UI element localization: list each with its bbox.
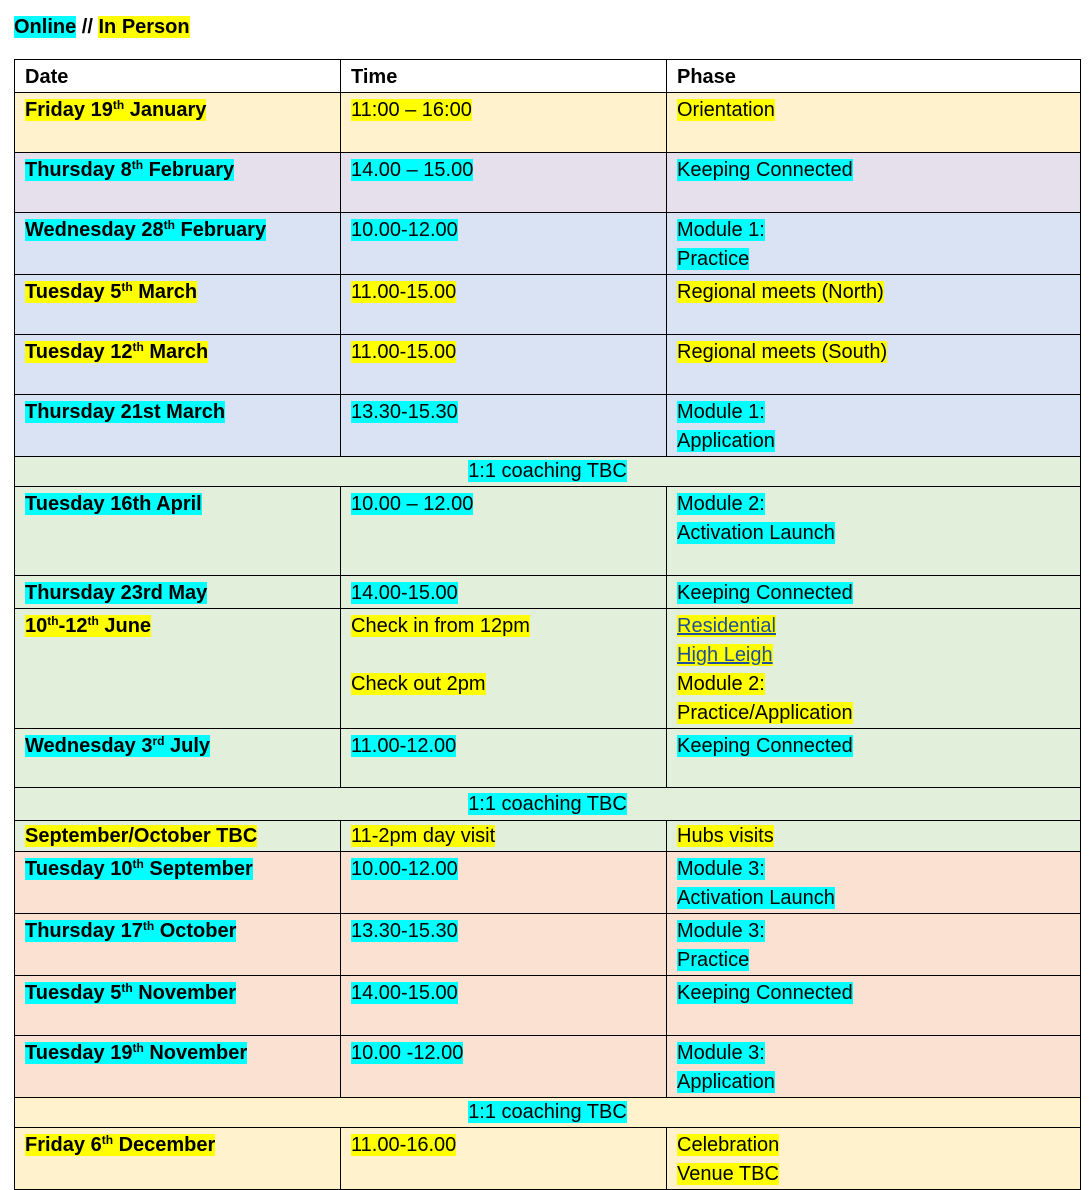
- residential-link[interactable]: Residential: [677, 615, 776, 637]
- table-row: [15, 852, 1081, 914]
- row-date: Tuesday 16th April: [15, 487, 341, 576]
- row-phase: Regional meets (North): [667, 275, 1081, 335]
- row-date: Wednesday 3rd July: [15, 729, 341, 788]
- row-phase: Keeping Connected: [667, 976, 1081, 1036]
- row-phase: Hubs visits: [667, 821, 1081, 852]
- legend-online: Online: [14, 16, 77, 38]
- table-row: [15, 1128, 1081, 1190]
- row-time: 10.00-12.00: [341, 852, 667, 914]
- coaching-row: [15, 1098, 1081, 1128]
- row-date: Wednesday 28th February: [15, 213, 341, 275]
- high-leigh-link[interactable]: High Leigh: [677, 644, 773, 666]
- table-row: [15, 609, 1081, 729]
- row-date: September/October TBC: [15, 821, 341, 852]
- row-time: 13.30-15.30: [341, 914, 667, 976]
- row-time: 11:00 – 16:00: [341, 93, 667, 153]
- header-time: Time: [341, 60, 667, 93]
- legend-separator: //: [81, 16, 93, 38]
- row-time: 11.00-12.00: [341, 729, 667, 788]
- table-row: [15, 976, 1081, 1036]
- row-date: Friday 19th January: [15, 93, 341, 153]
- row-phase: Keeping Connected: [667, 153, 1081, 213]
- row-time: 14.00-15.00: [341, 576, 667, 609]
- row-phase: Keeping Connected: [667, 729, 1081, 788]
- row-time: 11.00-15.00: [341, 275, 667, 335]
- row-phase: Orientation: [667, 93, 1081, 153]
- row-phase: Module 3: Practice: [667, 914, 1081, 976]
- row-date: Tuesday 5th November: [15, 976, 341, 1036]
- row-date: Friday 6th December: [15, 1128, 341, 1190]
- row-date: Thursday 21st March: [15, 395, 341, 457]
- row-date: 10th-12th June: [15, 609, 341, 729]
- table-row: [15, 275, 1081, 335]
- row-phase: Residential High Leigh Module 2: Practice/Application: [667, 609, 1081, 729]
- row-time: 10.00-12.00: [341, 213, 667, 275]
- row-phase: Module 2: Activation Launch: [667, 487, 1081, 576]
- table-row: [15, 821, 1081, 852]
- table-row: [15, 153, 1081, 213]
- table-row: [15, 335, 1081, 395]
- row-time: 11.00-16.00: [341, 1128, 667, 1190]
- row-time: 14.00-15.00: [341, 976, 667, 1036]
- row-date: Thursday 23rd May: [15, 576, 341, 609]
- row-phase: Module 3: Application: [667, 1036, 1081, 1098]
- header-date: Date: [15, 60, 341, 93]
- coaching-row: [15, 788, 1081, 821]
- row-date: Tuesday 5th March: [15, 275, 341, 335]
- row-date: Tuesday 12th March: [15, 335, 341, 395]
- header-phase: Phase: [667, 60, 1081, 93]
- coaching-cell: 1:1 coaching TBC: [15, 1098, 1081, 1128]
- row-time: 11.00-15.00: [341, 335, 667, 395]
- coaching-row: [15, 457, 1081, 487]
- header-row: [15, 60, 1081, 93]
- row-date: Thursday 17th October: [15, 914, 341, 976]
- table-row: [15, 576, 1081, 609]
- row-phase: Module 3: Activation Launch: [667, 852, 1081, 914]
- row-time: Check in from 12pm Check out 2pm: [341, 609, 667, 729]
- legend: [14, 14, 190, 40]
- row-phase: Keeping Connected: [667, 576, 1081, 609]
- row-phase: Celebration Venue TBC: [667, 1128, 1081, 1190]
- coaching-cell: 1:1 coaching TBC: [15, 457, 1081, 487]
- table-row: [15, 729, 1081, 788]
- row-time: 14.00 – 15.00: [341, 153, 667, 213]
- row-time: 10.00 – 12.00: [341, 487, 667, 576]
- row-time: 11-2pm day visit: [341, 821, 667, 852]
- table-row: [15, 213, 1081, 275]
- row-date: Thursday 8th February: [15, 153, 341, 213]
- row-time: 10.00 -12.00: [341, 1036, 667, 1098]
- table-row: [15, 395, 1081, 457]
- coaching-cell: 1:1 coaching TBC: [15, 788, 1081, 821]
- row-phase: Module 1: Practice: [667, 213, 1081, 275]
- row-time: 13.30-15.30: [341, 395, 667, 457]
- legend-in-person: In Person: [98, 16, 190, 38]
- table-row: [15, 1036, 1081, 1098]
- row-date: Tuesday 19th November: [15, 1036, 341, 1098]
- table-row: [15, 487, 1081, 576]
- table-row: [15, 914, 1081, 976]
- table-row: [15, 93, 1081, 153]
- row-date: Tuesday 10th September: [15, 852, 341, 914]
- row-phase: Regional meets (South): [667, 335, 1081, 395]
- row-phase: Module 1: Application: [667, 395, 1081, 457]
- schedule-table: [14, 59, 1081, 1190]
